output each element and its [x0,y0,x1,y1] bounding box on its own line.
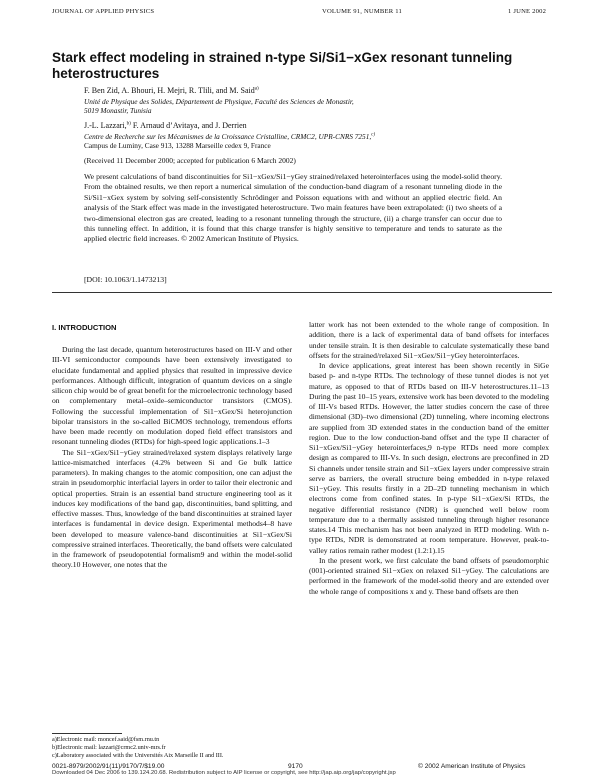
paragraph: In the present work, we first calculate the band offsets of pseudomorphic (001)-oriented strained Si1−xGex on relaxed Si1−yGey. The calculations are performed in the framework of the model-solid theory and are extended over the whole range of compositions x and y. These band offsets are then [309,555,549,596]
abstract: We present calculations of band discontinuities for Si1−xGex/Si1−yGey strained/relaxed heterointerfaces using the model-solid theory. From the obtained results, we then report a numerical simulation of the conduction-band diagram of a resonant tunneling diode in the Si/Si1−xGex system by solving self-consistently Schrödinger and Poisson equations with and without an applied electric field. An analysis of the Stark effect was made in the investigated heterostructure. Two main features have been extrapolated: (i) two sheets of a two-dimensional electron gas are created, leading to a resonant tunneling through the structure, (ii) a charge transfer can occur due to this tunneling effect. In addition, it is found that this charge transfer is highly sensitive to temperature and tends to saturate as the applied electric field increases. © 2002 American Institute of Physics. [84,172,502,244]
footnote-divider [52,733,122,734]
authors-2-footnote-mark: b) [126,121,131,127]
footer-copyright: © 2002 American Institute of Physics [418,763,526,770]
footer-issn: 0021-8979/2002/91(11)/9170/7/$19.00 [52,763,165,770]
download-notice: Downloaded 04 Dec 2006 to 139.124.20.68. Redistribution subject to AIP license or copyright, see http://jap.aip.org/jap/copyright.jsp [52,770,396,776]
authors-1-footnote-mark: a) [254,86,259,92]
affiliation-2-text: Centre de Recherche sur les Mécanismes de la Croissance Cristalline, CRMC2, UPR-CNRS 7251, [84,132,372,141]
authors-1-text: F. Ben Zid, A. Bhouri, H. Mejri, R. Tlili, and M. Said [84,86,255,95]
footnote: b)Electronic mail: lazzari@crmc2.univ-mrs.fr [52,744,166,751]
doi: [DOI: 10.1063/1.1473213] [84,275,167,284]
abstract-divider [52,292,552,293]
section-heading: I. INTRODUCTION [52,323,117,332]
issue-date: 1 JUNE 2002 [508,8,547,15]
footnote: c)Laboratory associated with the Universités Aix Marseille II and III. [52,752,224,759]
affiliation-2-footnote-mark: c) [371,132,376,138]
authors-2-a-text: J.-L. Lazzari, [84,121,127,130]
footer-page-number: 9170 [288,763,303,770]
affiliation-2-address: Campus de Luminy, Case 913, 13288 Marseille cedex 9, France [84,141,271,150]
journal-name: JOURNAL OF APPLIED PHYSICS [52,8,155,15]
volume-number: VOLUME 91, NUMBER 11 [322,8,402,15]
paper-title: Stark effect modeling in strained n-type Si/Si1−xGex resonant tunneling heterostructures [52,50,513,81]
affiliation-2-line-1 [84,132,375,141]
paragraph: The Si1−xGex/Si1−yGey strained/relaxed system displays relatively large lattice-mismatched interfaces (4.2% between Si and Ge bulk lattice parameters). In making changes to the atomic composition, one can adjust the strain in pseudomorphic interfacial layers in order to tailor their electronic and optical properties. Strain is an essential band structure engineering tool as it induces key modifications of the band gap, discontinuities, band splitting, and effective masses. Thus, knowledge of the band discontinuities at strained layer interfaces is fundamental in device design. Experimental methods4–8 have been developed to measure valence-band discontinuities at Si1−xGex/Si compressive strained interfaces. Theoretically, the band offsets were calculated in the framework of pseudopotential formalism9 and within the model-solid theory.10 However, one notes that the [52,447,293,570]
left-column [52,345,292,571]
right-column [309,320,549,597]
affiliation-1-line-2: 5019 Monastir, Tunisia [84,106,152,115]
paragraph: latter work has not been extended to the whole range of composition. In addition, there is a lack of experimental data of band offsets for interfaces under tensile strain. It is then desirable to calculate systematically these band offsets for the strained/relaxed Si1−xGex/Si1−yGey heterointerfaces. [309,320,549,360]
author-list-2 [84,121,247,131]
affiliation-1-line-1: Unité de Physique des Solides, Département de Physique, Faculté des Sciences de Monastir, [84,97,354,106]
footnote: a)Electronic mail: moncef.said@fsm.rnu.tn [52,736,160,743]
received-dates: (Received 11 December 2000; accepted for publication 6 March 2002) [84,156,296,165]
paragraph: During the last decade, quantum heterostructures based on III-V and other III-VI semiconductor compounds have been extensively investigated to elucidate fundamental and applied physics that resulted in impressive device performances. Although difficult, integration of quantum devices on a single silicon chip would be of great benefit for the microelectronic technology based on complementary metal–oxide–semiconductor transistors (CMOS). Following the successful implementation of Si1−xGex/Si heterojunction bipolar transistors in the so-called BiCMOS technology, tremendous efforts have been made recently on modulation doped field effect transistors and resonant tunneling diodes (RTDs) for high-speed logic applications.1–3 [52,345,292,447]
affiliation-2-line-2 [84,141,271,150]
author-list-1 [84,86,259,96]
authors-2-b-text: F. Arnaud d’Avitaya, and J. Derrien [130,121,247,130]
paragraph: In device applications, great interest has been shown recently in SiGe based p- and n-type RTDs. The technology of these tunnel diodes is not yet mature, as opposed to that of RTDs based on III-V heterostructures.11–13 During the past 10–15 years, extensive work has been devoted to the modeling of III-Vs based RTDs. However, the latter studies concern the case of three dimensional (3D)–two dimensional (2D) tunneling, where incoming electrons are supplied from 3D extended states in the conduction band of the emitter region. Due to the low conduction-band offset and the type II character of Si1−xGex/Si1−yGey heterointerfaces,9 n-type RTDs need more complex design as compared to III-Vs. In such design, electrons are preconfined in 2D Si channels under tensile strain and Si1−xGex layers under compressive strain serve as barriers, the overall structure being embedded in n-type relaxed Si1−yGey. This results firstly in a 2D–2D tunneling mechanism in which electrons come from confined states. In p-type Si1−xGex/Si RTDs, the negative differential resistance (NDR) is quenched well below room temperature due to a thermally assisted tunneling through higher resonance states.14 This mechanism has not been analyzed in RTD modeling. With n-type RTDs, NDR is demonstrated at room temperature. However, peak-to-valley ratios remain rather modest (1.2:1).15 [309,361,549,555]
